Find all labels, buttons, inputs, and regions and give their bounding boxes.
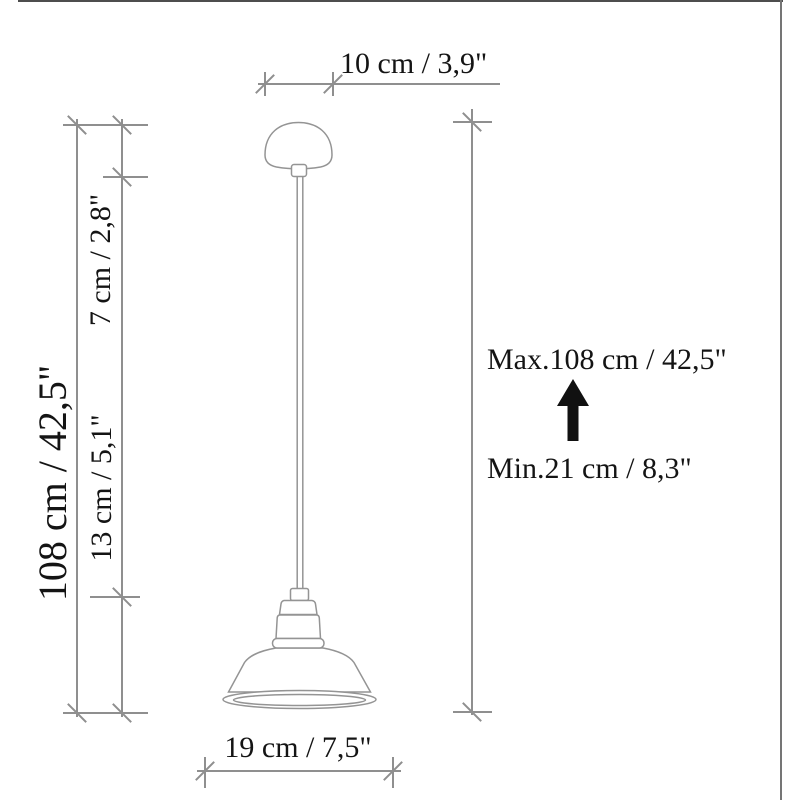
neck-upper-outline — [280, 601, 318, 615]
up-arrow-icon — [557, 379, 589, 441]
bottom-dimension-line — [197, 770, 401, 772]
max-height-label: Max.108 cm / 42,5" — [487, 343, 727, 376]
shade-width-label: 19 cm / 7,5" — [224, 731, 372, 764]
shade-top-extension — [90, 596, 140, 598]
min-height-label: Min.21 cm / 8,3" — [487, 452, 692, 485]
canopy-height-label: 7 cm / 2,8" — [84, 193, 117, 327]
cord-grip-outline — [292, 165, 307, 177]
image-right-border — [780, 0, 782, 800]
left-outer-dimension-line — [76, 119, 78, 717]
canopy-bottom-extension — [103, 176, 148, 178]
shade-height-label: 13 cm / 5,1" — [85, 414, 118, 562]
top-dimension-line — [258, 83, 500, 85]
image-top-border — [18, 0, 783, 2]
shade-rim-outer — [223, 691, 376, 709]
collar-outline — [273, 639, 325, 649]
shade-outline — [229, 648, 371, 692]
cord-connector-outline — [291, 589, 309, 601]
neck-lower-outline — [276, 615, 321, 639]
top-width-label: 10 cm / 3,9" — [340, 47, 488, 80]
right-dimension-line — [471, 109, 473, 715]
total-height-label: 108 cm / 42,5" — [30, 364, 75, 602]
left-inner-dimension-line — [121, 119, 123, 717]
shade-rim-inner — [234, 695, 366, 706]
canopy-outline — [265, 123, 332, 169]
